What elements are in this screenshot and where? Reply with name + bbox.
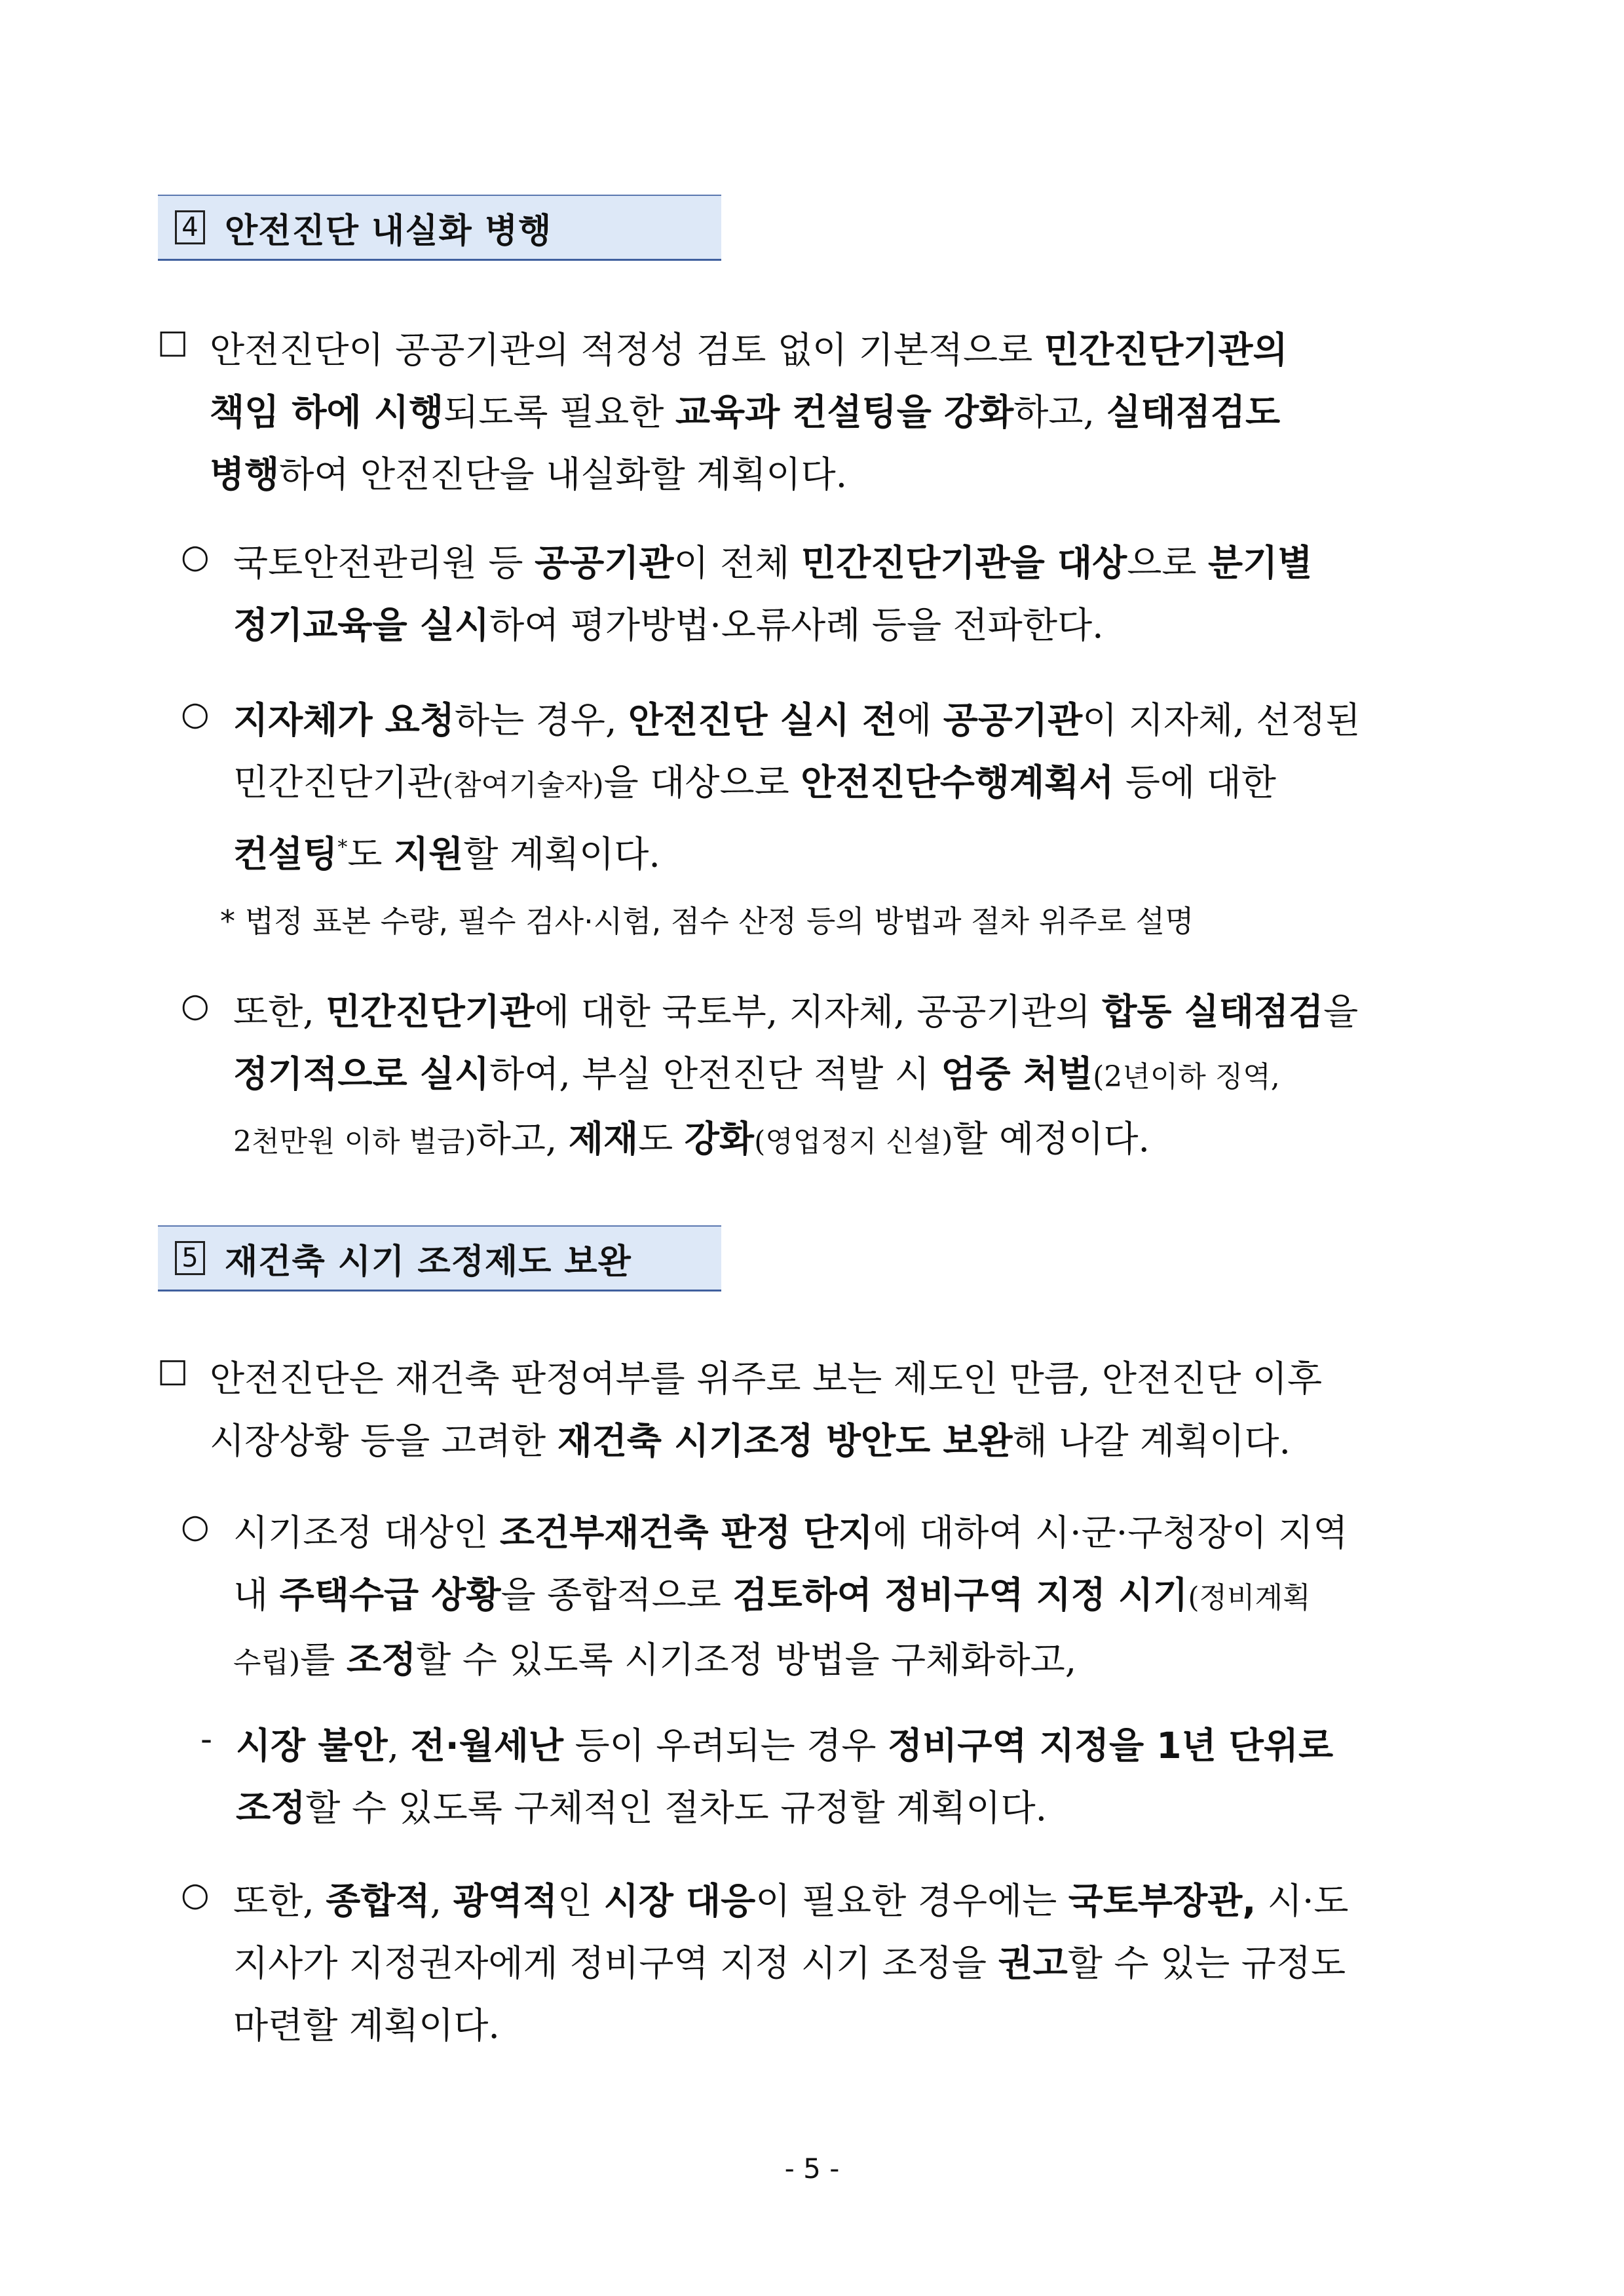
section-4-header [158,195,721,261]
s4-paragraph-1: 안전진단이 공공기관의 적정성 검토 없이 기본적으로 민간진단기관의 책임 하에 시행되도록 필요한 교육과 컨설팅을 강화하고, 실태점검도 병행하여 안전진단을 내실화할 계획이다. [210,329,1288,495]
section-5-header [158,1225,721,1292]
footnote: * 법정 표본 수량, 필수 검사·시험, 점수 산정 등의 방법과 절차 위주로 설명 [220,904,1194,939]
circle-bullet: ○ [181,1875,210,1913]
circle-bullet: ○ [181,986,210,1024]
s5-paragraph-3: 시장 불안, 전·월세난 등이 우려되는 경우 정비구역 지정을 1년 단위로 조정할 수 있도록 구체적인 절차도 규정할 계획이다. [236,1725,1334,1829]
section-4-number: 4 [175,210,205,244]
section-4-title: 안전진단 내실화 병행 [225,211,552,251]
circle-bullet: ○ [181,1507,210,1545]
circle-bullet: ○ [181,537,210,575]
square-bullet: □ [157,322,189,360]
s4-paragraph-4: 또한, 민간진단기관에 대한 국토부, 지자체, 공공기관의 합동 실태점검을 정기적으로 실시하여, 부실 안전진단 적발 시 엄중 처벌(2년이하 징역, 2천만원 이하 벌금)하고, 제재도 강화(영업정지 신설)할 예정이다. [233,991,1359,1160]
section-5-title: 재건축 시기 조정제도 보완 [225,1242,632,1282]
s5-paragraph-2: 시기조정 대상인 조건부재건축 판정 단지에 대하여 시·군·구청장이 지역 내 주택수급 상황을 종합적으로 검토하여 정비구역 지정 시기(정비계획 수립)를 조정할 수 있도록 시기조정 방법을 구체화하고, [233,1512,1348,1681]
square-bullet: □ [157,1351,189,1389]
s5-paragraph-1: 안전진단은 재건축 판정여부를 위주로 보는 제도인 만큼, 안전진단 이후 시장상황 등을 고려한 재건축 시기조정 방안도 보완해 나갈 계획이다. [210,1358,1323,1462]
s4-paragraph-2: 국토안전관리원 등 공공기관이 전체 민간진단기관을 대상으로 분기별 정기교육을 실시하여 평가방법·오류사례 등을 전파한다. [233,542,1313,646]
circle-bullet: ○ [181,695,210,733]
page-number: - 5 - [784,2152,840,2185]
section-5-number: 5 [175,1241,205,1275]
dash-bullet: - [200,1720,213,1758]
s4-paragraph-3: 지자체가 요청하는 경우, 안전진단 실시 전에 공공기관이 지자체, 선정된 민간진단기관(참여기술자)을 대상으로 안전진단수행계획서 등에 대한 컨설팅*도 지원할 계획이다. [233,699,1361,875]
s5-paragraph-4: 또한, 종합적, 광역적인 시장 대응이 필요한 경우에는 국토부장관, 시·도 지사가 지정권자에게 정비구역 지정 시기 조정을 권고할 수 있는 규정도 마련할 계획이다. [233,1880,1349,2046]
